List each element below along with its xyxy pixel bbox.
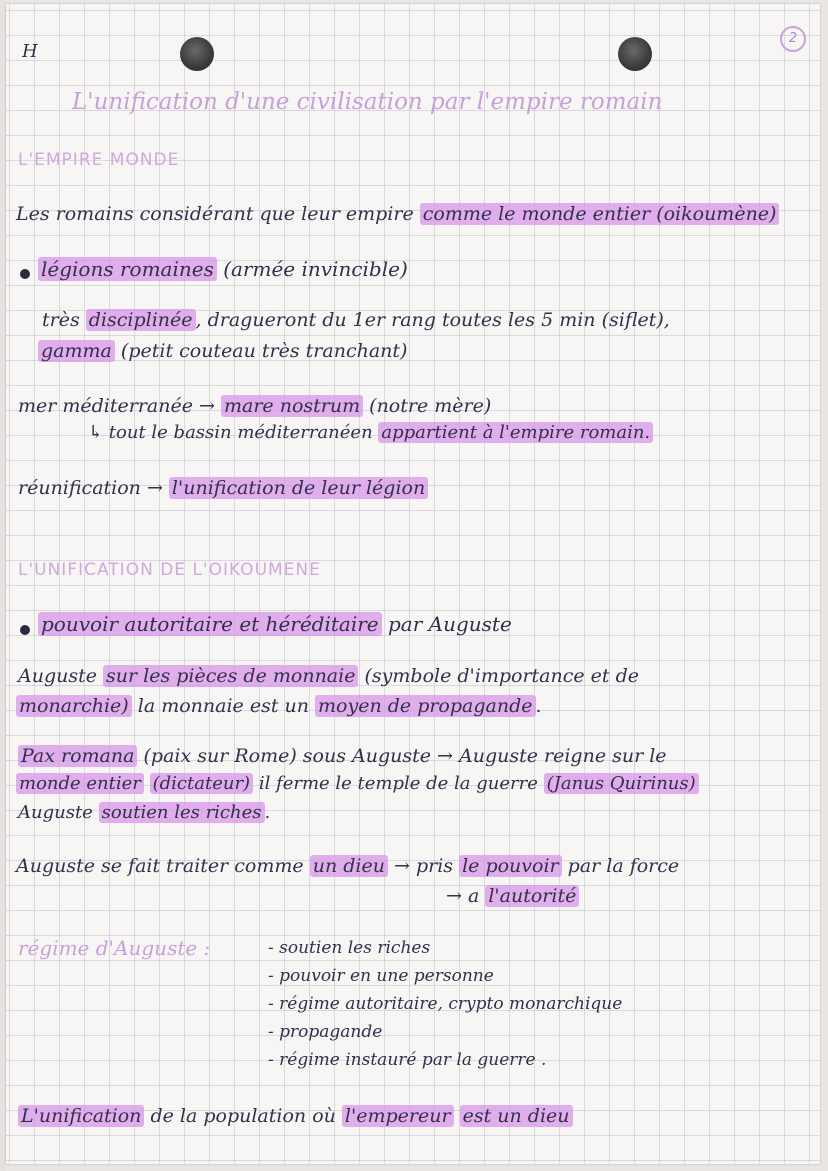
highlighted-text: pouvoir autoritaire et héréditaire bbox=[38, 612, 382, 636]
note-text: Auguste se fait traiter comme bbox=[16, 855, 304, 877]
note-line bbox=[16, 772, 699, 796]
note-text: Auguste bbox=[18, 665, 97, 687]
note-text: → a bbox=[446, 885, 480, 907]
bullet-dot bbox=[20, 269, 30, 279]
page-number-badge: 2 bbox=[780, 26, 806, 52]
highlighted-text: gamma bbox=[38, 340, 115, 362]
highlighted-text: moyen de propagande bbox=[315, 695, 535, 717]
regime-item: - régime instauré par la guerre . bbox=[268, 1050, 547, 1070]
highlighted-text: légions romaines bbox=[38, 257, 217, 281]
highlighted-text: l'autorité bbox=[485, 885, 579, 907]
punch-hole-right bbox=[618, 37, 652, 71]
notebook-page bbox=[6, 4, 820, 1164]
page-title: L'unification d'une civilisation par l'empire romain bbox=[72, 89, 663, 115]
note-text: il ferme le temple de la guerre bbox=[258, 773, 538, 794]
note-line bbox=[18, 1104, 573, 1128]
highlighted-text: l'unification de leur légion bbox=[169, 477, 428, 499]
highlighted-text: est un dieu bbox=[460, 1105, 573, 1127]
punch-hole-left bbox=[180, 37, 214, 71]
highlighted-text: comme le monde entier (oikoumène) bbox=[420, 203, 780, 225]
note-line bbox=[18, 801, 270, 825]
note-text: par la force bbox=[567, 855, 680, 877]
highlighted-text: un dieu bbox=[310, 855, 388, 877]
note-text: (armée invincible) bbox=[223, 257, 408, 281]
regime-item: - pouvoir en une personne bbox=[268, 966, 494, 986]
section-heading-unification: L'UNIFICATION DE L'OIKOUMENE bbox=[18, 560, 321, 580]
note-text: par Auguste bbox=[388, 612, 512, 636]
note-text: la monnaie est un bbox=[137, 695, 309, 717]
note-text: (paix sur Rome) sous Auguste → Auguste reigne sur le bbox=[143, 745, 667, 767]
highlighted-text: (dictateur) bbox=[150, 773, 253, 794]
note-line bbox=[18, 664, 639, 688]
corner-mark: H bbox=[22, 41, 38, 62]
note-text: très bbox=[42, 309, 80, 331]
highlighted-text: l'empereur bbox=[342, 1105, 454, 1127]
note-line bbox=[16, 694, 542, 718]
note-text: . bbox=[264, 802, 271, 823]
regime-item: - propagande bbox=[268, 1022, 383, 1042]
highlighted-text: Pax romana bbox=[18, 745, 137, 767]
note-line bbox=[18, 744, 667, 768]
note-text: , dragueront du 1er rang toutes les 5 min (siflet), bbox=[195, 309, 670, 331]
note-text: (petit couteau très tranchant) bbox=[120, 340, 408, 362]
highlighted-text: monarchie) bbox=[16, 695, 132, 717]
note-line bbox=[16, 202, 779, 226]
highlighted-text: appartient à l'empire romain. bbox=[378, 422, 653, 443]
bullet-dot bbox=[20, 625, 30, 635]
note-text: ↳ tout le bassin méditerranéen bbox=[88, 422, 373, 443]
note-line bbox=[38, 612, 512, 636]
note-text: . bbox=[535, 695, 542, 717]
note-text: (symbole d'importance et de bbox=[364, 665, 639, 687]
note-text: Les romains considérant que leur empire bbox=[16, 203, 414, 225]
highlighted-text: le pouvoir bbox=[459, 855, 562, 877]
highlighted-text: disciplinée bbox=[86, 309, 196, 331]
section-heading-empire-monde: L'EMPIRE MONDE bbox=[18, 150, 180, 170]
note-text: → pris bbox=[393, 855, 454, 877]
regime-item: - régime autoritaire, crypto monarchique bbox=[268, 994, 623, 1014]
note-line bbox=[88, 421, 653, 445]
note-text: de la population où bbox=[150, 1105, 336, 1127]
regime-label: régime d'Auguste : bbox=[18, 936, 211, 960]
note-line bbox=[42, 308, 670, 332]
note-text: Auguste bbox=[18, 802, 93, 823]
regime-item: - soutien les riches bbox=[268, 938, 431, 958]
highlighted-text: L'unification bbox=[18, 1105, 144, 1127]
note-line bbox=[446, 884, 579, 908]
note-line bbox=[18, 394, 491, 418]
highlighted-text: soutien les riches bbox=[99, 802, 265, 823]
highlighted-text: mare nostrum bbox=[221, 395, 363, 417]
note-line bbox=[38, 339, 407, 363]
note-text: mer méditerranée → bbox=[18, 395, 215, 417]
note-text: réunification → bbox=[18, 477, 163, 499]
note-line bbox=[18, 476, 428, 500]
highlighted-text: (Janus Quirinus) bbox=[544, 773, 699, 794]
note-line bbox=[16, 854, 679, 878]
note-line bbox=[38, 257, 408, 281]
highlighted-text: monde entier bbox=[16, 773, 144, 794]
highlighted-text: sur les pièces de monnaie bbox=[103, 665, 358, 687]
note-text: (notre mère) bbox=[369, 395, 492, 417]
